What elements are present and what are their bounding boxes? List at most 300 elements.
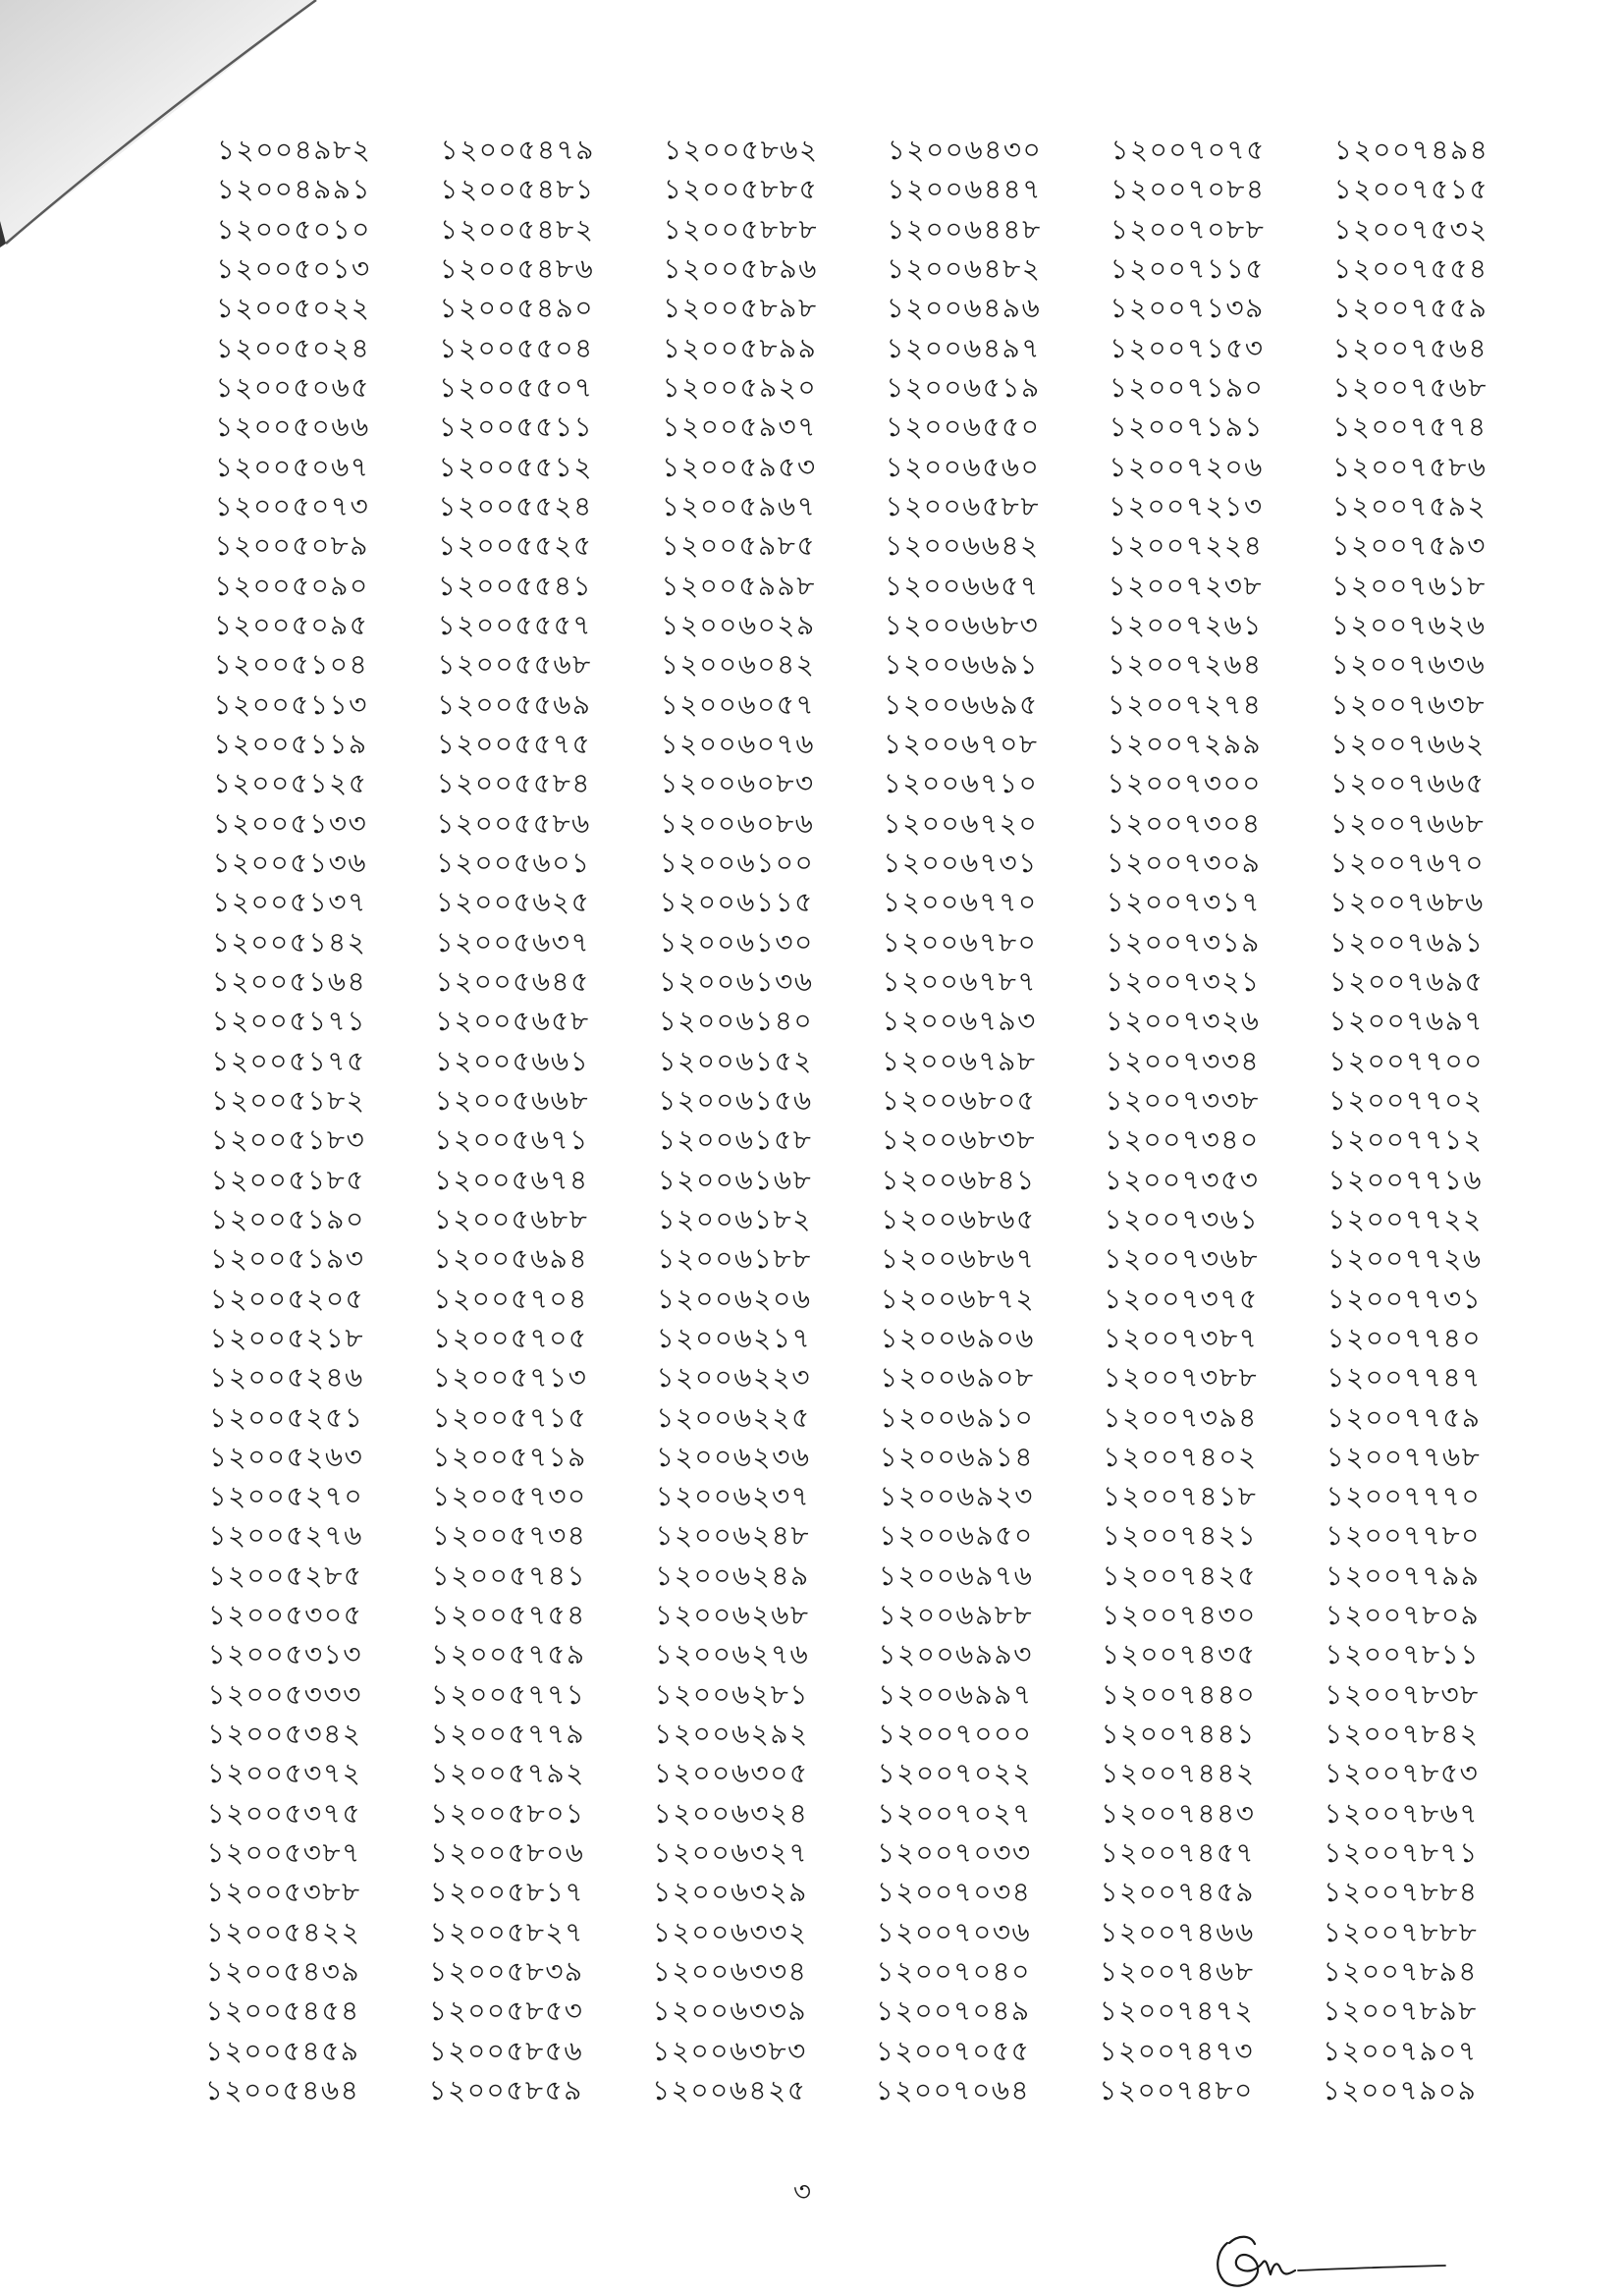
registration-number: ১২০০৬৬৮৩	[884, 608, 1040, 641]
registration-number: ১২০০৬১৩৬	[658, 964, 814, 998]
number-column	[205, 131, 441, 2110]
registration-number: ১২০০৬৮৬৭	[880, 1242, 1036, 1276]
registration-number: ১২০০৭৫৬৮	[1332, 370, 1489, 404]
registration-number: ১২০০৭০৩৩	[876, 1836, 1032, 1870]
registration-number: ১২০০৬৩৩৯	[652, 1995, 808, 2028]
registration-number: ১২০০৬৩২৭	[653, 1836, 809, 1870]
registration-number: ১২০০৭৬৮৬	[1329, 886, 1485, 919]
registration-number: ১২০০৭৩২৬	[1105, 1005, 1261, 1038]
registration-number: ১২০০৭৩০৪	[1106, 806, 1262, 840]
registration-number: ১২০০৬৫৮৮	[885, 489, 1041, 522]
registration-number: ১২০০৬২৯২	[654, 1718, 809, 1751]
registration-number: ১২০০৫০২৪	[215, 331, 371, 364]
registration-number: ১২০০৫২৪৬	[209, 1361, 364, 1394]
registration-number: ১২০০৭৮৬৭	[1324, 1796, 1480, 1830]
registration-number: ১২০০৭২১৩	[1108, 489, 1264, 522]
registration-number: ১২০০৫৩০৫	[207, 1599, 363, 1632]
registration-number: ১২০০৭৬৯১	[1328, 925, 1485, 958]
registration-number: ১২০০৬৩৩২	[652, 1915, 808, 1948]
registration-number: ১২০০৬৯৯৩	[878, 1638, 1033, 1671]
registration-number: ১২০০৭৭২৬	[1326, 1242, 1483, 1276]
registration-number: ১২০০৭৪৪৩	[1100, 1796, 1256, 1830]
registration-number: ১২০০৫৫৮৬	[436, 806, 591, 840]
registration-number: ১২০০৫৩৮৮	[205, 1876, 361, 1909]
registration-number: ১২০০৫৫৭৫	[436, 727, 592, 760]
registration-number: ১২০০৬১৮২	[657, 1202, 813, 1235]
registration-number: ১২০০৫৪৯০	[439, 292, 595, 325]
registration-number: ১২০০৭৫৯৩	[1331, 529, 1488, 563]
registration-number: ১২০০৫২৮৫	[207, 1558, 363, 1592]
registration-number: ১২০০৫৭০৪	[433, 1282, 588, 1315]
registration-number: ১২০০৭০৮৮	[1110, 212, 1266, 246]
registration-number: ১২০০৫৮৩৯	[429, 1955, 584, 1989]
registration-number: ১২০০৫৯৮৫	[661, 529, 817, 563]
registration-number: ১২০০৭৭২২	[1327, 1202, 1483, 1235]
registration-number: ১২০০৭৪১৮	[1102, 1480, 1258, 1513]
registration-number: ১২০০৫৪৫৯	[204, 2034, 360, 2067]
registration-number: ১২০০৬১৪০	[658, 1005, 814, 1038]
registration-number: ১২০০৭৬৭০	[1329, 846, 1486, 879]
registration-number: ১২০০৬৪৯৬	[886, 292, 1042, 325]
registration-number: ১২০০৭০৫৫	[875, 2034, 1031, 2067]
registration-number: ১২০০৭০৩৪	[876, 1876, 1032, 1909]
registration-number: ১২০০৫৯৫৩	[661, 450, 817, 483]
registration-number: ১২০০৫৯৯৮	[661, 569, 816, 602]
registration-number: ১২০০৫২৫১	[208, 1400, 364, 1434]
registration-number: ১২০০৬৯৯৭	[877, 1677, 1033, 1711]
registration-number: ১২০০৭০৭৫	[1110, 134, 1266, 166]
registration-number: ১২০০৬৫১৯	[886, 370, 1041, 404]
registration-number: ১২০০৪৯৮২	[216, 134, 372, 166]
registration-number: ১২০০৬৫৫০	[885, 410, 1041, 444]
registration-number: ১২০০৫৭৪১	[431, 1558, 587, 1592]
registration-number: ১২০০৭০৪০	[876, 1955, 1032, 1989]
registration-number: ১২০০৭৫৮৬	[1331, 450, 1488, 483]
registration-number: ১২০০৭৫৭৪	[1332, 410, 1488, 444]
registration-number: ১২০০৭৩৫৩	[1104, 1163, 1260, 1196]
registration-number: ১২০০৫১৩৭	[212, 886, 367, 919]
registration-number: ১২০০৭৩২১	[1105, 964, 1261, 998]
registration-number: ১২০০৭৩১৯	[1106, 925, 1261, 958]
registration-number: ১২০০৫৭৯২	[430, 1757, 586, 1790]
registration-number: ১২০০৬৭৭০	[882, 886, 1038, 919]
registration-number: ১২০০৬৩৮৩	[652, 2034, 807, 2067]
registration-number: ১২০০৬১৫২	[658, 1044, 814, 1077]
registration-number: ১২০০৬৬৫৭	[884, 569, 1040, 602]
registration-number: ১২০০৭২৩৮	[1108, 569, 1264, 602]
registration-number: ১২০০৫৫৮৪	[436, 767, 592, 800]
registration-number: ১২০০৫১৭৫	[211, 1044, 366, 1077]
registration-number: ১২০০৭০৩৬	[876, 1915, 1032, 1948]
registration-number: ১২০০৫৩৮৭	[206, 1836, 361, 1870]
registration-number: ১২০০৭৪২১	[1102, 1519, 1258, 1553]
registration-number: ১২০০৫৬৫৮	[434, 1005, 590, 1038]
registration-number-list	[205, 131, 1558, 2110]
registration-number: ১২০০৭৪৭৩	[1099, 2034, 1255, 2067]
registration-number: ১২০০৬৭৮৭	[882, 964, 1038, 998]
registration-number: ১২০০৫৬৩৭	[435, 925, 591, 958]
registration-number: ১২০০৫৪৬৪	[204, 2074, 360, 2107]
registration-number: ১২০০৭২৯৯	[1107, 727, 1263, 760]
registration-number: ১২০০৫১৮৫	[210, 1163, 366, 1196]
registration-number: ১২০০৫৭১৫	[432, 1400, 588, 1434]
registration-number: ১২০০৬০৪২	[660, 648, 816, 682]
registration-number: ১২০০৫২০৫	[209, 1282, 365, 1315]
registration-number: ১২০০৬৮৬৫	[880, 1202, 1036, 1235]
registration-number: ১২০০৬৪৯৭	[886, 331, 1042, 364]
number-column	[428, 131, 664, 2110]
registration-number: ১২০০৭৭৬৮	[1326, 1440, 1482, 1473]
registration-number: ১২০০৫১৪২	[211, 925, 367, 958]
registration-number: ১২০০৭৭৮০	[1326, 1519, 1481, 1553]
registration-number: ১২০০৭১৯০	[1109, 370, 1265, 404]
registration-number: ১২০০৭০৪৯	[875, 1995, 1031, 2028]
registration-number: ১২০০৫৮৯৯	[662, 331, 818, 364]
number-column	[875, 131, 1110, 2110]
registration-number: ১২০০৬২০৬	[656, 1282, 812, 1315]
registration-number: ১২০০৫০৯৫	[213, 608, 369, 641]
registration-number: ১২০০৭৭০২	[1327, 1083, 1484, 1117]
registration-number: ১২০০৫৭৩৪	[431, 1519, 587, 1553]
registration-number: ১২০০৫০৬৭	[214, 450, 370, 483]
registration-number: ১২০০৭৭১২	[1327, 1123, 1484, 1157]
registration-number: ১২০০৫৭৭১	[430, 1677, 586, 1711]
registration-number: ১২০০৫১৮২	[210, 1083, 366, 1117]
registration-number: ১২০০৭০২৭	[877, 1796, 1033, 1830]
registration-number: ১২০০৫৪৮২	[439, 212, 595, 246]
registration-number: ১২০০৭৩১৭	[1106, 886, 1262, 919]
registration-number: ১২০০৫৫১২	[438, 450, 594, 483]
registration-number: ১২০০৭৪৭২	[1099, 1995, 1255, 2028]
registration-number: ১২০০৬৩২৪	[653, 1796, 809, 1830]
registration-number: ১২০০৫৩৭৫	[206, 1796, 362, 1830]
registration-number: ১২০০৭৫৬৪	[1332, 331, 1489, 364]
registration-number: ১২০০৭০২২	[877, 1757, 1033, 1790]
registration-number: ১২০০৫২১৮	[209, 1321, 365, 1354]
registration-number: ১২০০৬৩২৯	[653, 1876, 808, 1909]
registration-number: ১২০০৬০৮৩	[660, 767, 815, 800]
registration-number: ১২০০৫৪২২	[205, 1915, 361, 1948]
registration-number: ১২০০৫৫৫৭	[437, 608, 593, 641]
registration-number: ১২০০৬১০০	[659, 846, 815, 879]
registration-number: ১২০০৭২৬৪	[1107, 648, 1263, 682]
registration-number: ১২০০৭৬৩৮	[1330, 687, 1487, 721]
registration-number: ১২০০৫০১৩	[216, 251, 371, 285]
registration-number: ১২০০৬৭২০	[883, 806, 1039, 840]
registration-number: ১২০০৬০৫৭	[660, 687, 816, 721]
registration-number: ১২০০৫১১৯	[213, 727, 368, 760]
registration-number: ১২০০৬৯৮৮	[878, 1599, 1034, 1632]
registration-number: ১২০০৫৬৯৪	[433, 1242, 589, 1276]
registration-number: ১২০০৫৮৮৫	[663, 173, 819, 206]
registration-number: ১২০০৭৩৩৪	[1105, 1044, 1261, 1077]
registration-number: ১২০০৫৫৪১	[437, 569, 593, 602]
registration-number: ১২০০৫৭৭৯	[430, 1718, 586, 1751]
registration-number: ১২০০৬৪৮২	[886, 251, 1042, 285]
registration-number: ১২০০৬২২৫	[656, 1400, 811, 1434]
registration-number: ১২০০৫৫২৪	[438, 489, 593, 522]
number-column	[652, 131, 888, 2110]
registration-number: ১২০০৭৬১৮	[1331, 569, 1487, 602]
registration-number: ১২০০৬৫৬০	[885, 450, 1041, 483]
registration-number: ১২০০৭৩৮৭	[1103, 1321, 1259, 1354]
registration-number: ১২০০৬৯০৬	[880, 1321, 1035, 1354]
registration-number: ১২০০৫১৩৬	[212, 846, 368, 879]
registration-number: ১২০০৭৪০২	[1103, 1440, 1258, 1473]
registration-number: ১২০০৭৪৬৮	[1099, 1955, 1255, 1989]
registration-number: ১২০০৬৯০৮	[879, 1361, 1035, 1394]
registration-number: ১২০০৬৬৯১	[884, 648, 1040, 682]
registration-number: ১২০০৭৫৯২	[1331, 489, 1488, 522]
registration-number: ১২০০৭৭০০	[1328, 1044, 1484, 1077]
registration-number: ১২০০৭৩৭৫	[1104, 1282, 1259, 1315]
registration-number: ১২০০৭৩৪০	[1104, 1123, 1260, 1157]
registration-number: ১২০০৭৮৮৮	[1323, 1915, 1479, 1948]
registration-number: ১২০০৫০৬৫	[215, 370, 371, 404]
registration-number: ১২০০৬৮৩৮	[881, 1123, 1037, 1157]
registration-number: ১২০০৫১২৫	[212, 767, 368, 800]
registration-number: ১২০০৭৮৮৪	[1323, 1876, 1479, 1909]
registration-number: ১২০০৫০১০	[216, 212, 372, 246]
registration-number: ১২০০৫৮১৭	[429, 1876, 585, 1909]
registration-number: ১২০০৫৬৭১	[434, 1123, 589, 1157]
registration-number: ১২০০৭১৩৯	[1110, 292, 1265, 325]
registration-number: ১২০০৫৪৩৯	[205, 1955, 361, 1989]
registration-number: ১২০০৬৮৭২	[880, 1282, 1036, 1315]
registration-number: ১২০০৬৭০৮	[883, 727, 1039, 760]
registration-number: ১২০০৫৩৪২	[206, 1718, 362, 1751]
registration-number: ১২০০৬৭৮০	[882, 925, 1038, 958]
registration-number: ১২০০৫৬৬১	[434, 1044, 590, 1077]
registration-number: ১২০০৭৭৪০	[1326, 1321, 1483, 1354]
registration-number: ১২০০৫০৭৩	[214, 489, 370, 522]
registration-number: ১২০০৫৮০৬	[429, 1836, 585, 1870]
registration-number: ১২০০৫২৭০	[208, 1480, 364, 1513]
registration-number: ১২০০৫০২২	[215, 292, 371, 325]
registration-number: ১২০০৫৪৭৯	[440, 134, 596, 166]
registration-number: ১২০০৫৭৫৯	[431, 1638, 586, 1671]
registration-number: ১২০০৫৮২৭	[429, 1915, 585, 1948]
registration-number: ১২০০৫৫০৭	[438, 370, 594, 404]
registration-number: ১২০০৭৪৩০	[1102, 1599, 1257, 1632]
registration-number: ১২০০৫৬৮৮	[433, 1202, 589, 1235]
registration-number: ১২০০৭৪২৫	[1102, 1558, 1258, 1592]
registration-number: ১২০০৭৮৯৮	[1323, 1995, 1478, 2028]
registration-number: ১২০০৭৬৬৫	[1329, 767, 1486, 800]
registration-number: ১২০০৭৮০৯	[1325, 1599, 1481, 1632]
registration-number: ১২০০৫৭১৯	[432, 1440, 587, 1473]
registration-number: ১২০০৭২২৪	[1108, 529, 1264, 563]
registration-number: ১২০০৭৭১৬	[1327, 1163, 1484, 1196]
registration-number: ১২০০৫১৭১	[211, 1005, 367, 1038]
registration-number: ১২০০৭৭৭০	[1326, 1480, 1482, 1513]
registration-number: ১২০০৬৪৪৭	[887, 173, 1043, 206]
registration-number: ১২০০৭৪৩৫	[1101, 1638, 1257, 1671]
registration-number: ১২০০৫০৯০	[214, 569, 369, 602]
registration-number: ১২০০৬১৫৬	[658, 1083, 813, 1117]
registration-number: ১২০০৫৮৮৮	[663, 212, 819, 246]
registration-number: ১২০০৫৫২৫	[437, 529, 593, 563]
registration-number: ১২০০৬৯৫০	[878, 1519, 1034, 1553]
registration-number: ১২০০৫৬৪৫	[435, 964, 590, 998]
registration-number: ১২০০৭৮৪২	[1324, 1718, 1480, 1751]
registration-number: ১২০০৫৭৩০	[431, 1480, 587, 1513]
registration-number: ১২০০৬২২৩	[656, 1361, 812, 1394]
registration-number: ১২০০৭৯০৭	[1322, 2034, 1478, 2067]
registration-number: ১২০০৭৫১৫	[1333, 173, 1489, 206]
registration-number: ১২০০৭১১৫	[1110, 251, 1266, 285]
registration-number: ১২০০৫২৭৬	[208, 1519, 363, 1553]
registration-number: ১২০০৬৬৯৫	[884, 687, 1039, 721]
registration-number: ১২০০৬৯১৪	[879, 1440, 1035, 1473]
registration-number: ১২০০৭৫৫৯	[1332, 292, 1489, 325]
registration-number: ১২০০৬২৩৭	[655, 1480, 811, 1513]
registration-number: ১২০০৬৭৯৮	[881, 1044, 1037, 1077]
registration-number: ১২০০৫৬৭৪	[433, 1163, 589, 1196]
registration-number: ১২০০৬৪৩০	[887, 134, 1043, 166]
registration-number: ১২০০৫১৩৩	[212, 806, 368, 840]
registration-number: ১২০০৫৩১৩	[207, 1638, 363, 1671]
registration-number: ১২০০৭০৮৪	[1110, 173, 1266, 206]
registration-number: ১২০০৫৯৬৭	[661, 489, 817, 522]
registration-number: ১২০০৬৪২৫	[651, 2074, 807, 2107]
registration-number: ১২০০৫৮৯৮	[662, 292, 818, 325]
registration-number: ১২০০৫১০৪	[213, 648, 369, 682]
registration-number: ১২০০৭৬৬২	[1330, 727, 1486, 760]
registration-number: ১২০০৬৮০৫	[881, 1083, 1037, 1117]
registration-number: ১২০০৫১১৩	[213, 687, 369, 721]
registration-number: ১২০০৭৬২৬	[1330, 608, 1487, 641]
registration-number: ১২০০৬১৩০	[659, 925, 814, 958]
registration-number: ১২০০৬৮৪১	[881, 1163, 1036, 1196]
registration-number: ১২০০৬৩০৫	[653, 1757, 809, 1790]
registration-number: ১২০০৫৯২০	[662, 370, 818, 404]
registration-number: ১২০০৫১৬৪	[211, 964, 367, 998]
registration-number: ১২০০৬১১৫	[659, 886, 814, 919]
registration-number: ১২০০৬১৫৮	[657, 1123, 813, 1157]
registration-number: ১২০০৬২৪৯	[655, 1558, 810, 1592]
registration-number: ১২০০৭৮৯৪	[1323, 1955, 1479, 1989]
registration-number: ১২০০৭৭৫৯	[1326, 1400, 1482, 1434]
registration-number: ১২০০৬০৮৬	[659, 806, 815, 840]
registration-number: ১২০০৭৫৫৪	[1333, 251, 1489, 285]
registration-number: ১২০০৭৭৯৯	[1325, 1558, 1481, 1592]
registration-number: ১২০০৭৪৬৬	[1100, 1915, 1255, 1948]
registration-number: ১২০০৫৮৯৬	[663, 251, 818, 285]
registration-number: ১২০০৭৬৯৫	[1328, 964, 1485, 998]
registration-number: ১২০০৪৯৯১	[216, 173, 372, 206]
registration-number: ১২০০৭১৫৩	[1109, 331, 1265, 364]
registration-number: ১২০০৫৩৩৩	[207, 1677, 362, 1711]
registration-number: ১২০০৭৩৬৮	[1104, 1242, 1260, 1276]
registration-number: ১২০০৭৭৪৭	[1326, 1361, 1482, 1394]
registration-number: ১২০০৫৪৮১	[440, 173, 595, 206]
registration-number: ১২০০৫১৯০	[210, 1202, 365, 1235]
registration-number: ১২০০৭২০৬	[1109, 450, 1264, 483]
registration-number: ১২০০৭৪৪১	[1101, 1718, 1257, 1751]
registration-number: ১২০০৬৬৪২	[885, 529, 1040, 563]
registration-number: ১২০০৫৮৫৯	[428, 2074, 583, 2107]
signature	[1210, 2229, 1450, 2292]
registration-number: ১২০০৫৫০৪	[439, 331, 594, 364]
registration-number: ১২০০৭১৯১	[1109, 410, 1265, 444]
registration-number: ১২০০৬১৬৮	[657, 1163, 813, 1196]
registration-number: ১২০০৫১৯৩	[209, 1242, 365, 1276]
number-column	[1099, 131, 1334, 2110]
registration-number: ১২০০৭৬৩৬	[1330, 648, 1487, 682]
registration-number: ১২০০৭৪৫৭	[1100, 1836, 1256, 1870]
registration-number: ১২০০৭৩৬১	[1104, 1202, 1260, 1235]
registration-number: ১২০০৭২৬১	[1108, 608, 1263, 641]
registration-number: ১২০০৫২৬৩	[208, 1440, 364, 1473]
registration-number: ১২০০৫৮৬২	[663, 134, 819, 166]
registration-number: ১২০০৭৬৯৭	[1328, 1005, 1485, 1038]
registration-number: ১২০০৭৮৫৩	[1324, 1757, 1480, 1790]
registration-number: ১২০০৬৩৩৪	[652, 1955, 808, 1989]
number-column	[1323, 131, 1558, 2110]
page-number: ৩	[792, 2175, 812, 2208]
registration-number: ১২০০৭৩৩৮	[1105, 1083, 1261, 1117]
registration-number: ১২০০৬৪৪৮	[887, 212, 1042, 246]
registration-number: ১২০০৭৮৩৮	[1325, 1677, 1480, 1711]
registration-number: ১২০০৭৪৪২	[1101, 1757, 1256, 1790]
registration-number: ১২০০৬২১৭	[656, 1321, 812, 1354]
registration-number: ১২০০৬৭১০	[883, 767, 1039, 800]
registration-number: ১২০০৬০৭৬	[660, 727, 816, 760]
registration-number: ১২০০৫৭৫৪	[431, 1599, 586, 1632]
registration-number: ১২০০৫৯৩৭	[662, 410, 817, 444]
registration-number: ১২০০৭৩০০	[1107, 767, 1263, 800]
registration-number: ১২০০৭৭৩১	[1326, 1282, 1483, 1315]
registration-number: ১২০০৫০৮৯	[214, 529, 370, 563]
registration-number: ১২০০৭৩৯৪	[1103, 1400, 1259, 1434]
registration-number: ১২০০৬৭৯৩	[882, 1005, 1037, 1038]
registration-number: ১২০০৫৫৬৮	[437, 648, 592, 682]
registration-number: ১২০০৫১৮৩	[210, 1123, 366, 1157]
registration-number: ১২০০৬০২৯	[661, 608, 816, 641]
registration-number: ১২০০৫০৬৬	[215, 410, 370, 444]
registration-number: ১২০০৭৪৪০	[1101, 1677, 1257, 1711]
registration-number: ১২০০৬২৭৬	[654, 1638, 810, 1671]
registration-number: ১২০০৭৯০৯	[1322, 2074, 1478, 2107]
registration-number: ১২০০৭৪৮০	[1099, 2074, 1254, 2107]
registration-number: ১২০০৭৮৭১	[1324, 1836, 1479, 1870]
registration-number: ১২০০৬২৬৮	[654, 1599, 810, 1632]
registration-number: ১২০০৫৭০৫	[432, 1321, 588, 1354]
registration-number: ১২০০৫৭১৩	[432, 1361, 588, 1394]
registration-number: ১২০০৬২৮১	[654, 1677, 810, 1711]
registration-number: ১২০০৬৭৩১	[883, 846, 1038, 879]
registration-number: ১২০০৭৩৮৮	[1103, 1361, 1259, 1394]
registration-number: ১২০০৭৩০৯	[1106, 846, 1262, 879]
registration-number: ১২০০৭০০০	[877, 1718, 1033, 1751]
registration-number: ১২০০৬৯৭৬	[878, 1558, 1034, 1592]
registration-number: ১২০০৭৮১১	[1325, 1638, 1481, 1671]
registration-number: ১২০০৭০৬৪	[875, 2074, 1031, 2107]
registration-number: ১২০০৫৬০১	[435, 846, 591, 879]
registration-number: ১২০০৭৫৩২	[1333, 212, 1489, 246]
registration-number: ১২০০৫৩৭২	[206, 1757, 362, 1790]
registration-number: ১২০০৬১৮৮	[657, 1242, 812, 1276]
registration-number: ১২০০৫৮৫৩	[428, 1995, 584, 2028]
registration-number: ১২০০৬২৩৬	[655, 1440, 811, 1473]
registration-number: ১২০০৫৫১১	[438, 410, 594, 444]
registration-number: ১২০০৫৮০১	[430, 1796, 585, 1830]
registration-number: ১২০০৬৯২৩	[879, 1480, 1034, 1513]
registration-number: ১২০০৭৬৬৮	[1329, 806, 1486, 840]
registration-number: ১২০০৬৯১০	[879, 1400, 1035, 1434]
registration-number: ১২০০৫৪৮৬	[439, 251, 595, 285]
